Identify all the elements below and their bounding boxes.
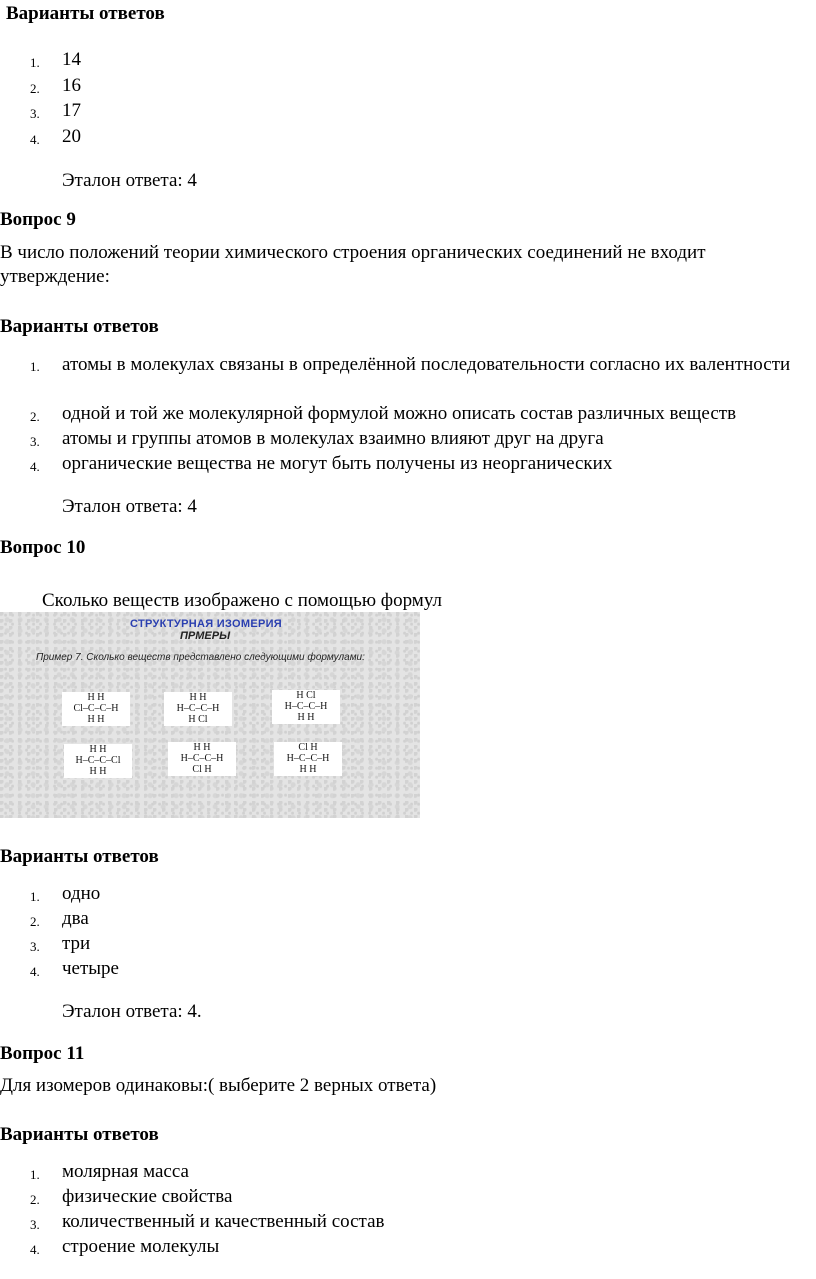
option-number: 3. [30, 106, 40, 121]
question-text: В число положений теории химического строения органических соединений не входит утверждение: [0, 242, 706, 287]
formula-line: H–C–C–Cl [75, 755, 121, 766]
formula-line: H–C–C–H [286, 753, 330, 764]
figure-title: СТРУКТУРНАЯ ИЗОМЕРИЯ [130, 618, 283, 630]
question-text: Сколько веществ изображено с помощью формул [42, 590, 442, 611]
molecule-formula [62, 692, 130, 726]
formula-line: H–C–C–H [176, 703, 220, 714]
option-number: 3. [30, 1217, 40, 1232]
formula-line: H Cl [296, 690, 316, 701]
option-number: 2. [30, 1192, 40, 1207]
option-text: органические вещества не могут быть получены из неорганических [62, 453, 613, 474]
option-number: 2. [30, 914, 40, 929]
option-text: 20 [62, 126, 81, 147]
molecule-formula [272, 690, 340, 724]
formula-line: H H [89, 766, 107, 777]
option-text: атомы в молекулах связаны в определённой последовательности согласно их валентности [62, 354, 791, 375]
option-number: 1. [30, 55, 40, 70]
formula-line: Cl H [192, 764, 212, 775]
structural-isomers-figure [0, 612, 420, 818]
formula-line: H H [89, 744, 107, 755]
question-title: Вопрос 9 [0, 209, 76, 230]
option-text: строение молекулы [62, 1236, 220, 1257]
answers-header: Варианты ответов [0, 846, 159, 867]
formula-line: Cl H [298, 742, 318, 753]
figure-subtitle: ПРМЕРЫ [180, 630, 231, 642]
formula-line: H H [193, 742, 211, 753]
option-number: 4. [30, 964, 40, 979]
option-text: молярная масса [62, 1161, 189, 1182]
formula-line: H H [299, 764, 317, 775]
option-number: 1. [30, 1167, 40, 1182]
option-text: одной и той же молекулярной формулой можно описать состав различных веществ [62, 403, 737, 424]
molecule-formula [64, 744, 132, 778]
formula-line: H H [297, 712, 315, 723]
formula-line: H Cl [188, 714, 208, 725]
answers-header: Варианты ответов [0, 316, 159, 337]
option-text: три [62, 933, 91, 954]
option-text: два [62, 908, 89, 929]
option-number: 2. [30, 81, 40, 96]
option-text: количественный и качественный состав [62, 1211, 385, 1232]
option-number: 4. [30, 132, 40, 147]
option-text: атомы и группы атомов в молекулах взаимно влияют друг на друга [62, 428, 604, 449]
answers-header: Варианты ответов [6, 3, 165, 24]
question-title: Вопрос 11 [0, 1043, 85, 1064]
option-text: одно [62, 883, 101, 904]
option-text: четыре [62, 958, 119, 979]
option-number: 1. [30, 359, 40, 374]
option-number: 3. [30, 434, 40, 449]
formula-line: H–C–C–H [180, 753, 224, 764]
molecule-formula [274, 742, 342, 776]
option-number: 1. [30, 889, 40, 904]
option-number: 4. [30, 459, 40, 474]
formula-line: H H [87, 714, 105, 725]
answer-key: Эталон ответа: 4 [62, 496, 197, 517]
option-text: физические свойства [62, 1186, 233, 1207]
option-text: 16 [62, 75, 81, 96]
molecule-formula [168, 742, 236, 776]
formula-line: H H [87, 692, 105, 703]
figure-example-text: Пример 7. Сколько веществ представлено следующими формулами: [36, 652, 365, 663]
question-text: Для изомеров одинаковы:( выберите 2 верных ответа) [0, 1075, 437, 1096]
answer-key: Эталон ответа: 4. [62, 1001, 202, 1022]
answer-key: Эталон ответа: 4 [62, 170, 197, 191]
answers-header: Варианты ответов [0, 1124, 159, 1145]
option-number: 4. [30, 1242, 40, 1257]
option-text: 17 [62, 100, 81, 121]
question-title: Вопрос 10 [0, 537, 86, 558]
formula-line: H–C–C–H [284, 701, 328, 712]
option-text: 14 [62, 49, 81, 70]
option-number: 2. [30, 409, 40, 424]
formula-line: Cl–C–C–H [73, 703, 119, 714]
molecule-formula [164, 692, 232, 726]
formula-line: H H [189, 692, 207, 703]
option-number: 3. [30, 939, 40, 954]
